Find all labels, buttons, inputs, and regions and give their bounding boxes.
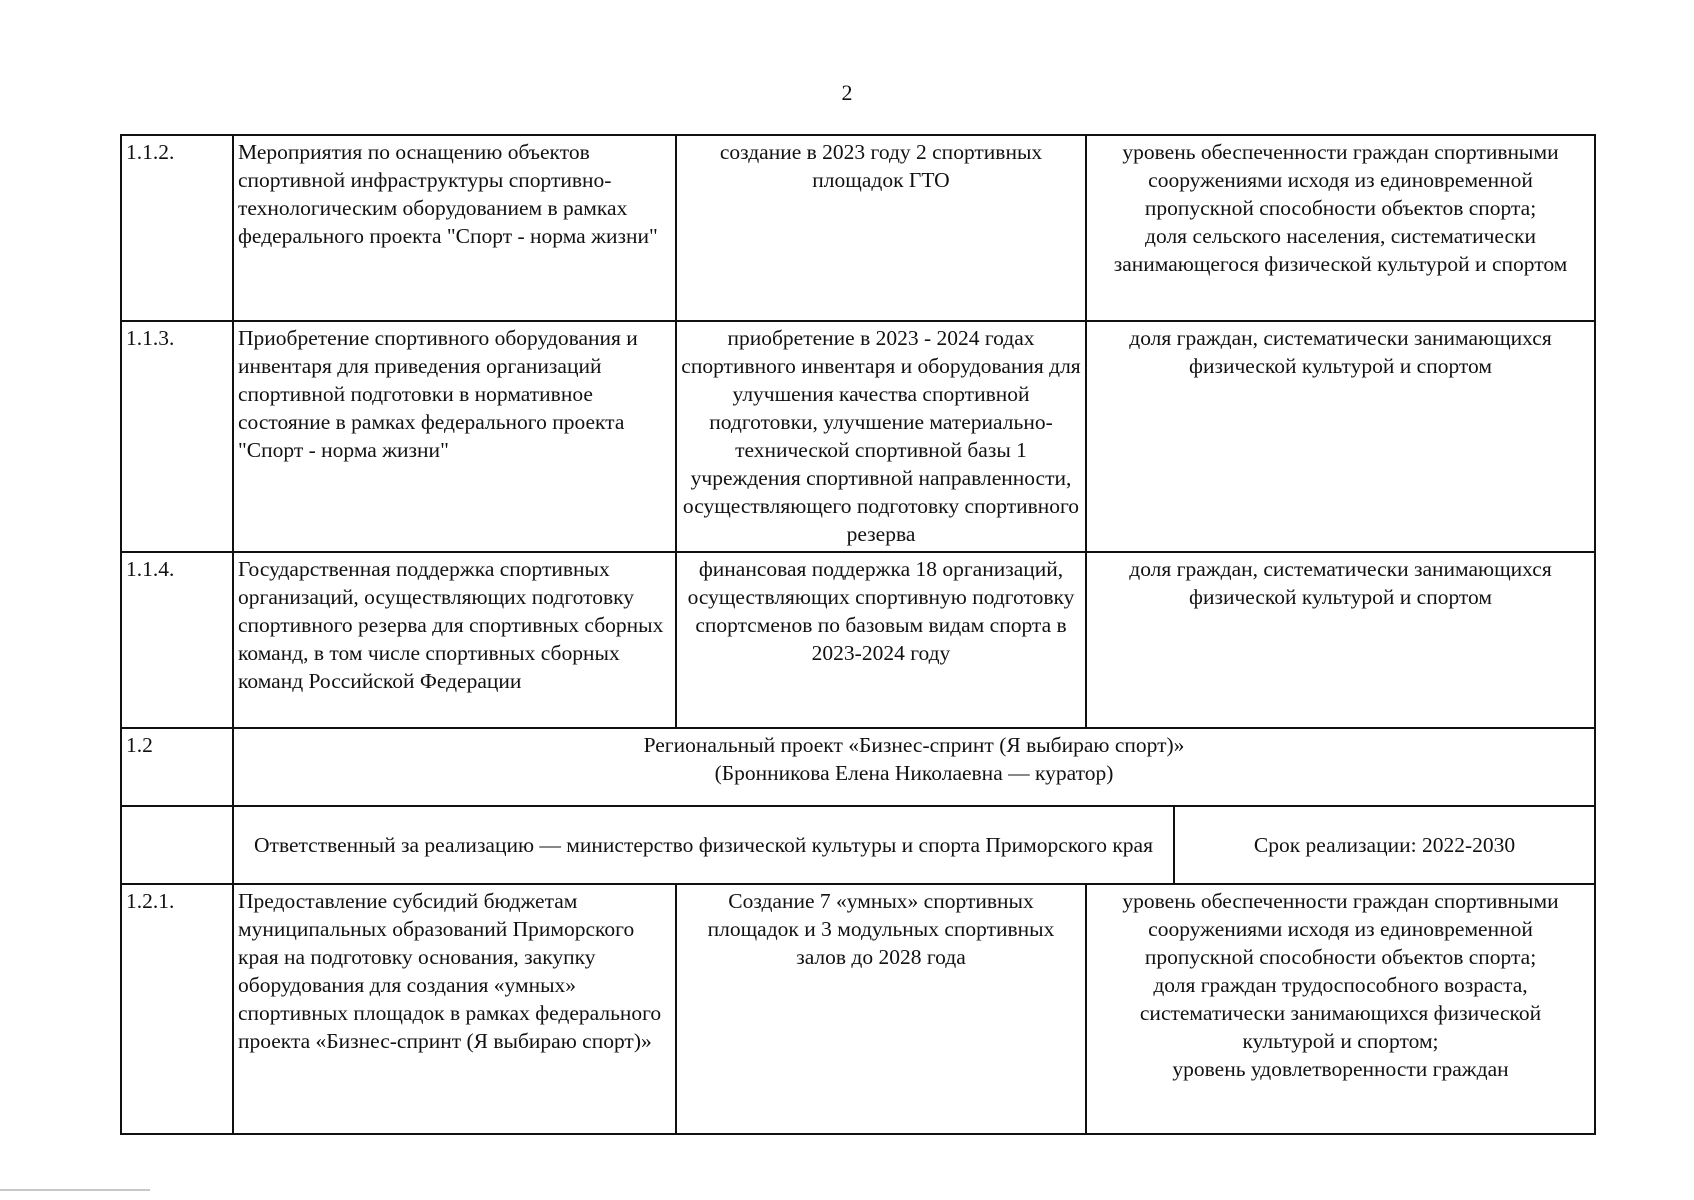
- table-row: [121, 321, 1595, 552]
- event-cell: Мероприятия по оснащению объектов спортивной инфраструктуры спортивно-технологическим оборудованием в рамках федерального проекта "Спорт - норма жизни": [233, 135, 676, 321]
- project-title-cell: [233, 728, 1595, 806]
- project-number: 1.2: [121, 728, 233, 806]
- result-cell: создание в 2023 году 2 спортивных площадок ГТО: [676, 135, 1086, 321]
- project-info-row: [121, 806, 1595, 884]
- result-cell: приобретение в 2023 - 2024 годах спортивного инвентаря и оборудования для улучшения качества спортивной подготовки, улучшение материально-технической спортивной базы 1 учреждения спортивной направленности, осуществляющего подготовку спортивного резерва: [676, 321, 1086, 552]
- result-cell: Создание 7 «умных» спортивных площадок и 3 модульных спортивных залов до 2028 года: [676, 884, 1086, 1134]
- indicator-cell: уровень обеспеченности граждан спортивными сооружениями исходя из единовременной пропускной способности объектов спорта; доля сельского населения, систематически занимающегося физической культурой и спортом: [1086, 135, 1595, 321]
- responsible-cell: Ответственный за реализацию — министерство физической культуры и спорта Приморского края: [233, 806, 1174, 884]
- project-title: Региональный проект «Бизнес-спринт (Я выбираю спорт)»: [643, 733, 1185, 757]
- row-number: 1.1.2.: [121, 135, 233, 321]
- event-cell: Государственная поддержка спортивных организаций, осуществляющих подготовку спортивного резерва для спортивных сборных команд, в том числе спортивных сборных команд Российской Федерации: [233, 552, 676, 728]
- event-cell: Приобретение спортивного оборудования и инвентаря для приведения организаций спортивной подготовки в нормативное состояние в рамках федерального проекта "Спорт - норма жизни": [233, 321, 676, 552]
- page-number: 2: [841, 80, 853, 105]
- event-cell: Предоставление субсидий бюджетам муниципальных образований Приморского края на подготовку основания, закупку оборудования для создания «умных» спортивных площадок в рамках федерального проекта «Бизнес-спринт (Я выбираю спорт)»: [233, 884, 676, 1134]
- term-cell: Срок реализации: 2022-2030: [1174, 806, 1595, 884]
- row-number: 1.1.4.: [121, 552, 233, 728]
- table-row: [121, 552, 1595, 728]
- indicator-cell: доля граждан, систематически занимающихся физической культурой и спортом: [1086, 321, 1595, 552]
- indicator-cell: уровень обеспеченности граждан спортивными сооружениями исходя из единовременной пропускной способности объектов спорта; доля граждан трудоспособного возраста, систематически занимающихся физической культурой и спортом; уровень удовлетворенности граждан: [1086, 884, 1595, 1134]
- indicator-cell: доля граждан, систематически занимающихся физической культурой и спортом: [1086, 552, 1595, 728]
- table-row: [121, 884, 1595, 1134]
- table-row: [121, 135, 1595, 321]
- row-number: 1.2.1.: [121, 884, 233, 1134]
- project-header-row: [121, 728, 1595, 806]
- measures-table: [120, 134, 1596, 1135]
- project-curator: (Бронникова Елена Николаевна — куратор): [714, 761, 1114, 785]
- result-cell: финансовая поддержка 18 организаций, осуществляющих спортивную подготовку спортсменов по базовым видам спорта в 2023-2024 году: [676, 552, 1086, 728]
- empty-cell: [121, 806, 233, 884]
- row-number: 1.1.3.: [121, 321, 233, 552]
- scan-artifact-line: [0, 1189, 150, 1191]
